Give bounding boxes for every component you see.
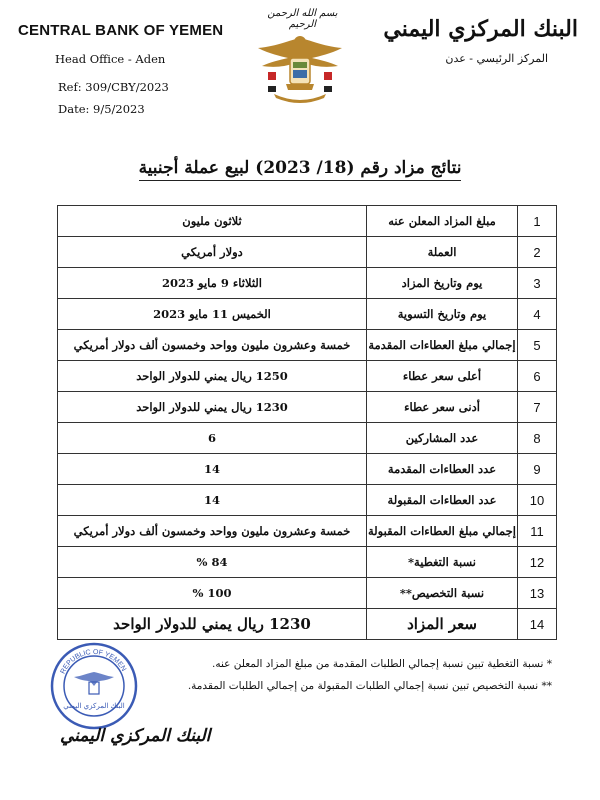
row-number-cell: 14 xyxy=(518,609,557,640)
table-row xyxy=(58,516,557,547)
bank-name-english: CENTRAL BANK OF YEMEN xyxy=(18,22,224,39)
row-item-cell: عدد المشاركين xyxy=(367,423,518,454)
row-number-cell: 9 xyxy=(518,454,557,485)
row-value-cell: 1230 ريال يمني للدولار الواحد xyxy=(58,392,367,423)
row-value-cell: خمسة وعشرون مليون وواحد وخمسون ألف دولار أمريكي xyxy=(58,516,367,547)
table-row xyxy=(58,609,557,640)
row-item-cell: مبلغ المزاد المعلن عنه xyxy=(367,206,518,237)
row-item-cell: إجمالي مبلغ العطاءات المقدمة xyxy=(367,330,518,361)
document-title-text: نتائج مزاد رقم (18/ 2023) لبيع عملة أجنبية xyxy=(139,158,462,181)
bank-name-arabic: البنك المركزي اليمني xyxy=(383,16,578,42)
reference-number: Ref: 309/CBY/2023 xyxy=(58,80,169,94)
yemen-eagle-emblem-icon xyxy=(250,28,350,106)
row-value-cell: 1230 ريال يمني للدولار الواحد xyxy=(58,609,367,640)
official-stamp-icon xyxy=(48,640,140,732)
table-row xyxy=(58,423,557,454)
row-item-cell: سعر المزاد xyxy=(367,609,518,640)
row-number-cell: 10 xyxy=(518,485,557,516)
table-row xyxy=(58,578,557,609)
table-row xyxy=(58,454,557,485)
table-row xyxy=(58,237,557,268)
row-item-cell: عدد العطاءات المقبولة xyxy=(367,485,518,516)
row-item-cell: يوم وتاريخ المزاد xyxy=(367,268,518,299)
table-row xyxy=(58,268,557,299)
row-value-cell: 84 % xyxy=(58,547,367,578)
row-item-cell: أدنى سعر عطاء xyxy=(367,392,518,423)
row-value-cell: دولار أمريكي xyxy=(58,237,367,268)
signature-bank-name: البنك المركزي اليمني xyxy=(60,726,211,746)
auction-results-table xyxy=(57,205,557,640)
row-number-cell: 3 xyxy=(518,268,557,299)
row-number-cell: 6 xyxy=(518,361,557,392)
row-value-cell: ثلاثون مليون xyxy=(58,206,367,237)
stamp-bottom-text: البنك المركزي اليمني xyxy=(63,702,125,710)
row-value-cell: 1250 ريال يمني للدولار الواحد xyxy=(58,361,367,392)
office-english: Head Office - Aden xyxy=(55,52,166,66)
row-item-cell: يوم وتاريخ التسوية xyxy=(367,299,518,330)
table-row xyxy=(58,330,557,361)
row-item-cell: أعلى سعر عطاء xyxy=(367,361,518,392)
auction-results-body xyxy=(58,206,557,640)
bismillah-calligraphy: بسم الله الرحمن الرحيم xyxy=(267,8,338,30)
row-value-cell: 14 xyxy=(58,485,367,516)
document-title xyxy=(0,158,600,178)
row-item-cell: نسبة التغطية* xyxy=(367,547,518,578)
row-number-cell: 11 xyxy=(518,516,557,547)
row-number-cell: 4 xyxy=(518,299,557,330)
office-arabic: المركز الرئيسي - عدن xyxy=(445,52,548,65)
stamp-top-text: REPUBLIC OF YEMEN xyxy=(59,648,127,676)
row-value-cell: 14 xyxy=(58,454,367,485)
table-row xyxy=(58,485,557,516)
table-row xyxy=(58,299,557,330)
row-number-cell: 7 xyxy=(518,392,557,423)
row-number-cell: 8 xyxy=(518,423,557,454)
row-item-cell: نسبة التخصيص** xyxy=(367,578,518,609)
row-value-cell: الخميس 11 مايو 2023 xyxy=(58,299,367,330)
row-value-cell: 100 % xyxy=(58,578,367,609)
table-row xyxy=(58,392,557,423)
row-item-cell: عدد العطاءات المقدمة xyxy=(367,454,518,485)
footnote-allocation: ** نسبة التخصيص تبين نسبة إجمالي الطلبات المقبولة من إجمالي الطلبات المقدمة. xyxy=(187,680,552,692)
footnote-coverage: * نسبة التغطية تبين نسبة إجمالي الطلبات المقدمة من مبلغ المزاد المعلن عنه. xyxy=(211,658,552,670)
row-item-cell: العملة xyxy=(367,237,518,268)
table-row xyxy=(58,206,557,237)
row-number-cell: 5 xyxy=(518,330,557,361)
row-number-cell: 1 xyxy=(518,206,557,237)
row-value-cell: 6 xyxy=(58,423,367,454)
row-value-cell: الثلاثاء 9 مايو 2023 xyxy=(58,268,367,299)
row-number-cell: 13 xyxy=(518,578,557,609)
table-row xyxy=(58,547,557,578)
document-date: Date: 9/5/2023 xyxy=(58,102,145,116)
row-number-cell: 2 xyxy=(518,237,557,268)
row-item-cell: إجمالي مبلغ العطاءات المقبولة xyxy=(367,516,518,547)
row-number-cell: 12 xyxy=(518,547,557,578)
row-value-cell: خمسة وعشرون مليون وواحد وخمسون ألف دولار أمريكي xyxy=(58,330,367,361)
table-row xyxy=(58,361,557,392)
